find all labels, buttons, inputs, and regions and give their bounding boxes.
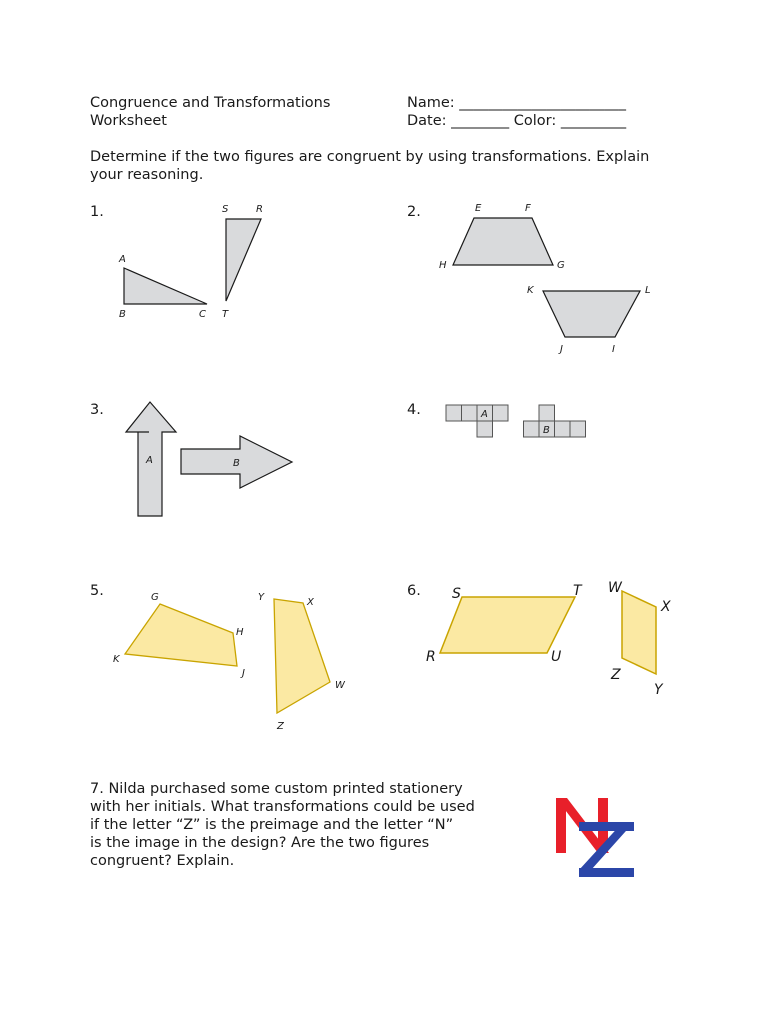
- label-tile-a: A: [481, 409, 488, 420]
- label-z5: Z: [277, 721, 284, 732]
- problem-1-number: 1.: [90, 204, 104, 220]
- figure-2-trapezoids: [435, 195, 665, 360]
- parallelogram-wxyz: [622, 591, 656, 674]
- triangle-str: [226, 219, 261, 301]
- problem-7-line2: with her initials. What transformations could be used: [90, 799, 475, 815]
- label-t: T: [222, 309, 229, 320]
- label-g: G: [557, 260, 565, 271]
- label-e: E: [475, 203, 482, 214]
- problem-7-line1: 7. Nilda purchased some custom printed stationery: [90, 781, 463, 797]
- label-tile-b: B: [543, 425, 550, 436]
- instructions-line1: Determine if the two figures are congruent by using transformations. Explain: [90, 149, 650, 165]
- figure-6-parallelograms: [420, 578, 685, 703]
- problem-7-line5: congruent? Explain.: [90, 853, 235, 869]
- tile-shape-a: [446, 405, 508, 437]
- label-t6: T: [573, 583, 582, 599]
- label-r: R: [256, 204, 263, 215]
- label-k5: K: [113, 654, 120, 665]
- problem-7-line4: is the image in the design? Are the two figures: [90, 835, 430, 851]
- worksheet-title-line2: Worksheet: [90, 113, 167, 129]
- figure-4-tiles: [440, 398, 600, 448]
- label-j5: J: [242, 668, 245, 679]
- label-r6: R: [426, 649, 436, 665]
- label-k: K: [527, 285, 534, 296]
- name-field: Name: _______________________: [407, 95, 627, 111]
- label-arrow-a: A: [146, 455, 153, 466]
- label-s6: S: [452, 586, 461, 602]
- problem-6-number: 6.: [407, 583, 421, 599]
- problem-4-number: 4.: [407, 402, 421, 418]
- label-g5: G: [151, 592, 159, 603]
- label-l: L: [645, 285, 651, 296]
- figure-5-quadrilaterals: [105, 585, 365, 735]
- label-z6: Z: [611, 667, 621, 683]
- instructions-line2: your reasoning.: [90, 167, 204, 183]
- figure-1-triangles: [105, 195, 285, 325]
- figure-3-arrows: [120, 395, 300, 525]
- date-color-field: Date: ________ Color: _________: [407, 113, 627, 129]
- label-b: B: [119, 309, 126, 320]
- trapezoid-efgh: [453, 218, 553, 265]
- label-y5: Y: [258, 592, 265, 603]
- label-w6: W: [608, 580, 622, 596]
- label-u6: U: [551, 649, 562, 665]
- problem-5-number: 5.: [90, 583, 104, 599]
- quadrilateral-ghjk: [125, 604, 237, 666]
- label-a: A: [119, 254, 126, 265]
- problem-7-line3: if the letter “Z” is the preimage and the letter “N”: [90, 817, 454, 833]
- label-w5: W: [335, 680, 345, 691]
- tile-shape-b: [524, 405, 586, 437]
- nz-initials-logo: [553, 795, 638, 880]
- parallelogram-stur: [440, 597, 575, 653]
- problem-3-number: 3.: [90, 402, 104, 418]
- label-f: F: [525, 203, 531, 214]
- label-h: H: [439, 260, 447, 271]
- label-h5: H: [236, 627, 244, 638]
- label-j: J: [560, 344, 563, 355]
- worksheet-title-line1: Congruence and Transformations: [90, 95, 331, 111]
- label-c: C: [199, 309, 206, 320]
- quadrilateral-yxwz: [274, 599, 330, 713]
- triangle-abc: [124, 268, 207, 304]
- label-i: I: [612, 344, 615, 355]
- problem-2-number: 2.: [407, 204, 421, 220]
- letter-z-blue: [579, 822, 634, 877]
- label-y6: Y: [654, 682, 663, 698]
- label-x6: X: [661, 599, 671, 615]
- label-s: S: [222, 204, 229, 215]
- label-arrow-b: B: [233, 458, 240, 469]
- label-x5: X: [307, 597, 314, 608]
- trapezoid-klij: [543, 291, 640, 337]
